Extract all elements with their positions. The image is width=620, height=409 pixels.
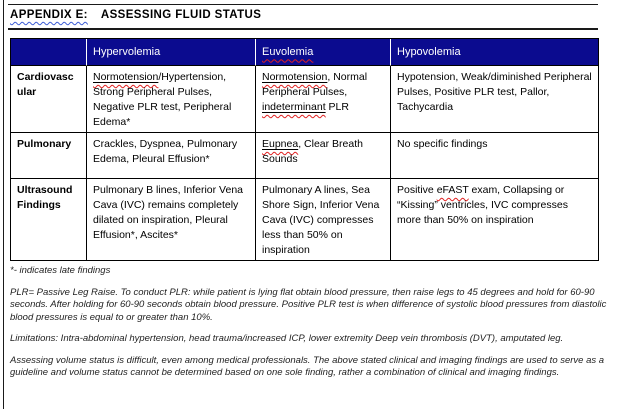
cell-text-segment: , Normal Peripheral Pulses, bbox=[262, 71, 368, 98]
cell-text-segment: eFAST bbox=[436, 184, 469, 196]
row-label: Pulmonary bbox=[11, 133, 87, 179]
row-label: Ultrasound Findings bbox=[11, 179, 87, 261]
table-cell bbox=[256, 179, 391, 261]
page-title bbox=[10, 9, 261, 21]
cell-text-segment: , Clear Breath Sounds bbox=[262, 138, 363, 165]
page-title-text: ASSESSING FLUID STATUS bbox=[100, 9, 262, 21]
cell-text-segment: /Hypertension, Strong Peripheral Pulses, Negative PLR test, Peripheral Edema* bbox=[93, 71, 232, 128]
footnotes bbox=[10, 265, 612, 389]
cell-text-segment: Normotension bbox=[262, 71, 328, 83]
top-rule bbox=[8, 4, 598, 5]
table-cell bbox=[391, 66, 599, 133]
cell-text-segment: Pulmonary B lines, Inferior Vena Cava (IVC) remains completely dilated on inspiration, Pleural Effusion*, Ascites* bbox=[93, 184, 243, 241]
fluid-status-table bbox=[10, 38, 599, 261]
column-header-label: Hypervolemia bbox=[93, 45, 161, 58]
column-header-hypervolemia bbox=[87, 39, 256, 66]
table-cell bbox=[391, 133, 599, 179]
fluid-status-table-body bbox=[11, 39, 599, 261]
title-underline-rule bbox=[8, 28, 598, 30]
cell-text-segment: Eupnea bbox=[262, 138, 299, 150]
footnote-limitations: Limitations: Intra-abdominal hypertension, head trauma/increased ICP, lower extremity Deep vein thrombosis (DVT), amputated leg. bbox=[10, 333, 564, 344]
cell-text-segment: PLR bbox=[325, 101, 349, 113]
cell-text-segment: Positive bbox=[397, 184, 437, 196]
column-header-corner bbox=[11, 39, 87, 66]
footnote-assessment-caveat: Assessing volume status is difficult, even among medical professionals. The above stated clinical and imaging findings are used to serve as a guideline and volume status cannot be determined based on one sole finding, rather a combination of clinical and imaging findings. bbox=[10, 354, 605, 378]
cell-text-segment: Crackles, Dyspnea, Pulmonary Edema, Pleural Effusion* bbox=[93, 138, 238, 165]
column-header-hypovolemia bbox=[391, 39, 599, 66]
table-cell bbox=[87, 66, 256, 133]
cell-text-segment: Pulmonary A lines, Sea Shore Sign, Inferior Vena Cava (IVC) compresses less than 50% on inspiration bbox=[262, 184, 380, 256]
cell-text-segment: Hypotension, Weak/diminished Peripheral Pulses, Positive PLR test, Pallor, Tachycardia bbox=[397, 71, 592, 113]
table-header-row bbox=[11, 39, 599, 66]
table-row bbox=[11, 133, 599, 179]
table-cell bbox=[256, 66, 391, 133]
table-cell bbox=[391, 179, 599, 261]
page-left-border bbox=[3, 0, 4, 409]
table-cell bbox=[256, 133, 391, 179]
footnote-late-findings: *- indicates late findings bbox=[10, 265, 111, 276]
page-title-appendix: APPENDIX E: bbox=[10, 9, 88, 21]
column-header-label: Hypovolemia bbox=[397, 45, 461, 58]
table-cell bbox=[87, 133, 256, 179]
table-row bbox=[11, 179, 599, 261]
cell-text-segment: indeterminant bbox=[262, 101, 326, 113]
cell-text-segment: No specific findings bbox=[397, 138, 488, 150]
footnote-plr-definition: PLR= Passive Leg Raise. To conduct PLR: while patient is lying flat obtain blood pressure, then raise legs to 45 degrees and hold for 60-90 seconds. After holding for 60-90 seconds obtain blood pressure. Positive PLR test is when difference of systolic blood pressures from diastolic blood pressures is equal to or greater than 10%. bbox=[10, 286, 607, 323]
row-label: Cardiovascular bbox=[11, 66, 87, 133]
cell-text-segment: Normotension bbox=[93, 71, 159, 83]
table-row bbox=[11, 66, 599, 133]
table-cell bbox=[87, 179, 256, 261]
column-header-euvolemia bbox=[256, 39, 391, 66]
column-header-label: Euvolemia bbox=[262, 45, 314, 58]
cell-text-segment: exam, Collapsing or “Kissing” ventricles, IVC compresses more than 50% on inspiration bbox=[397, 184, 568, 226]
